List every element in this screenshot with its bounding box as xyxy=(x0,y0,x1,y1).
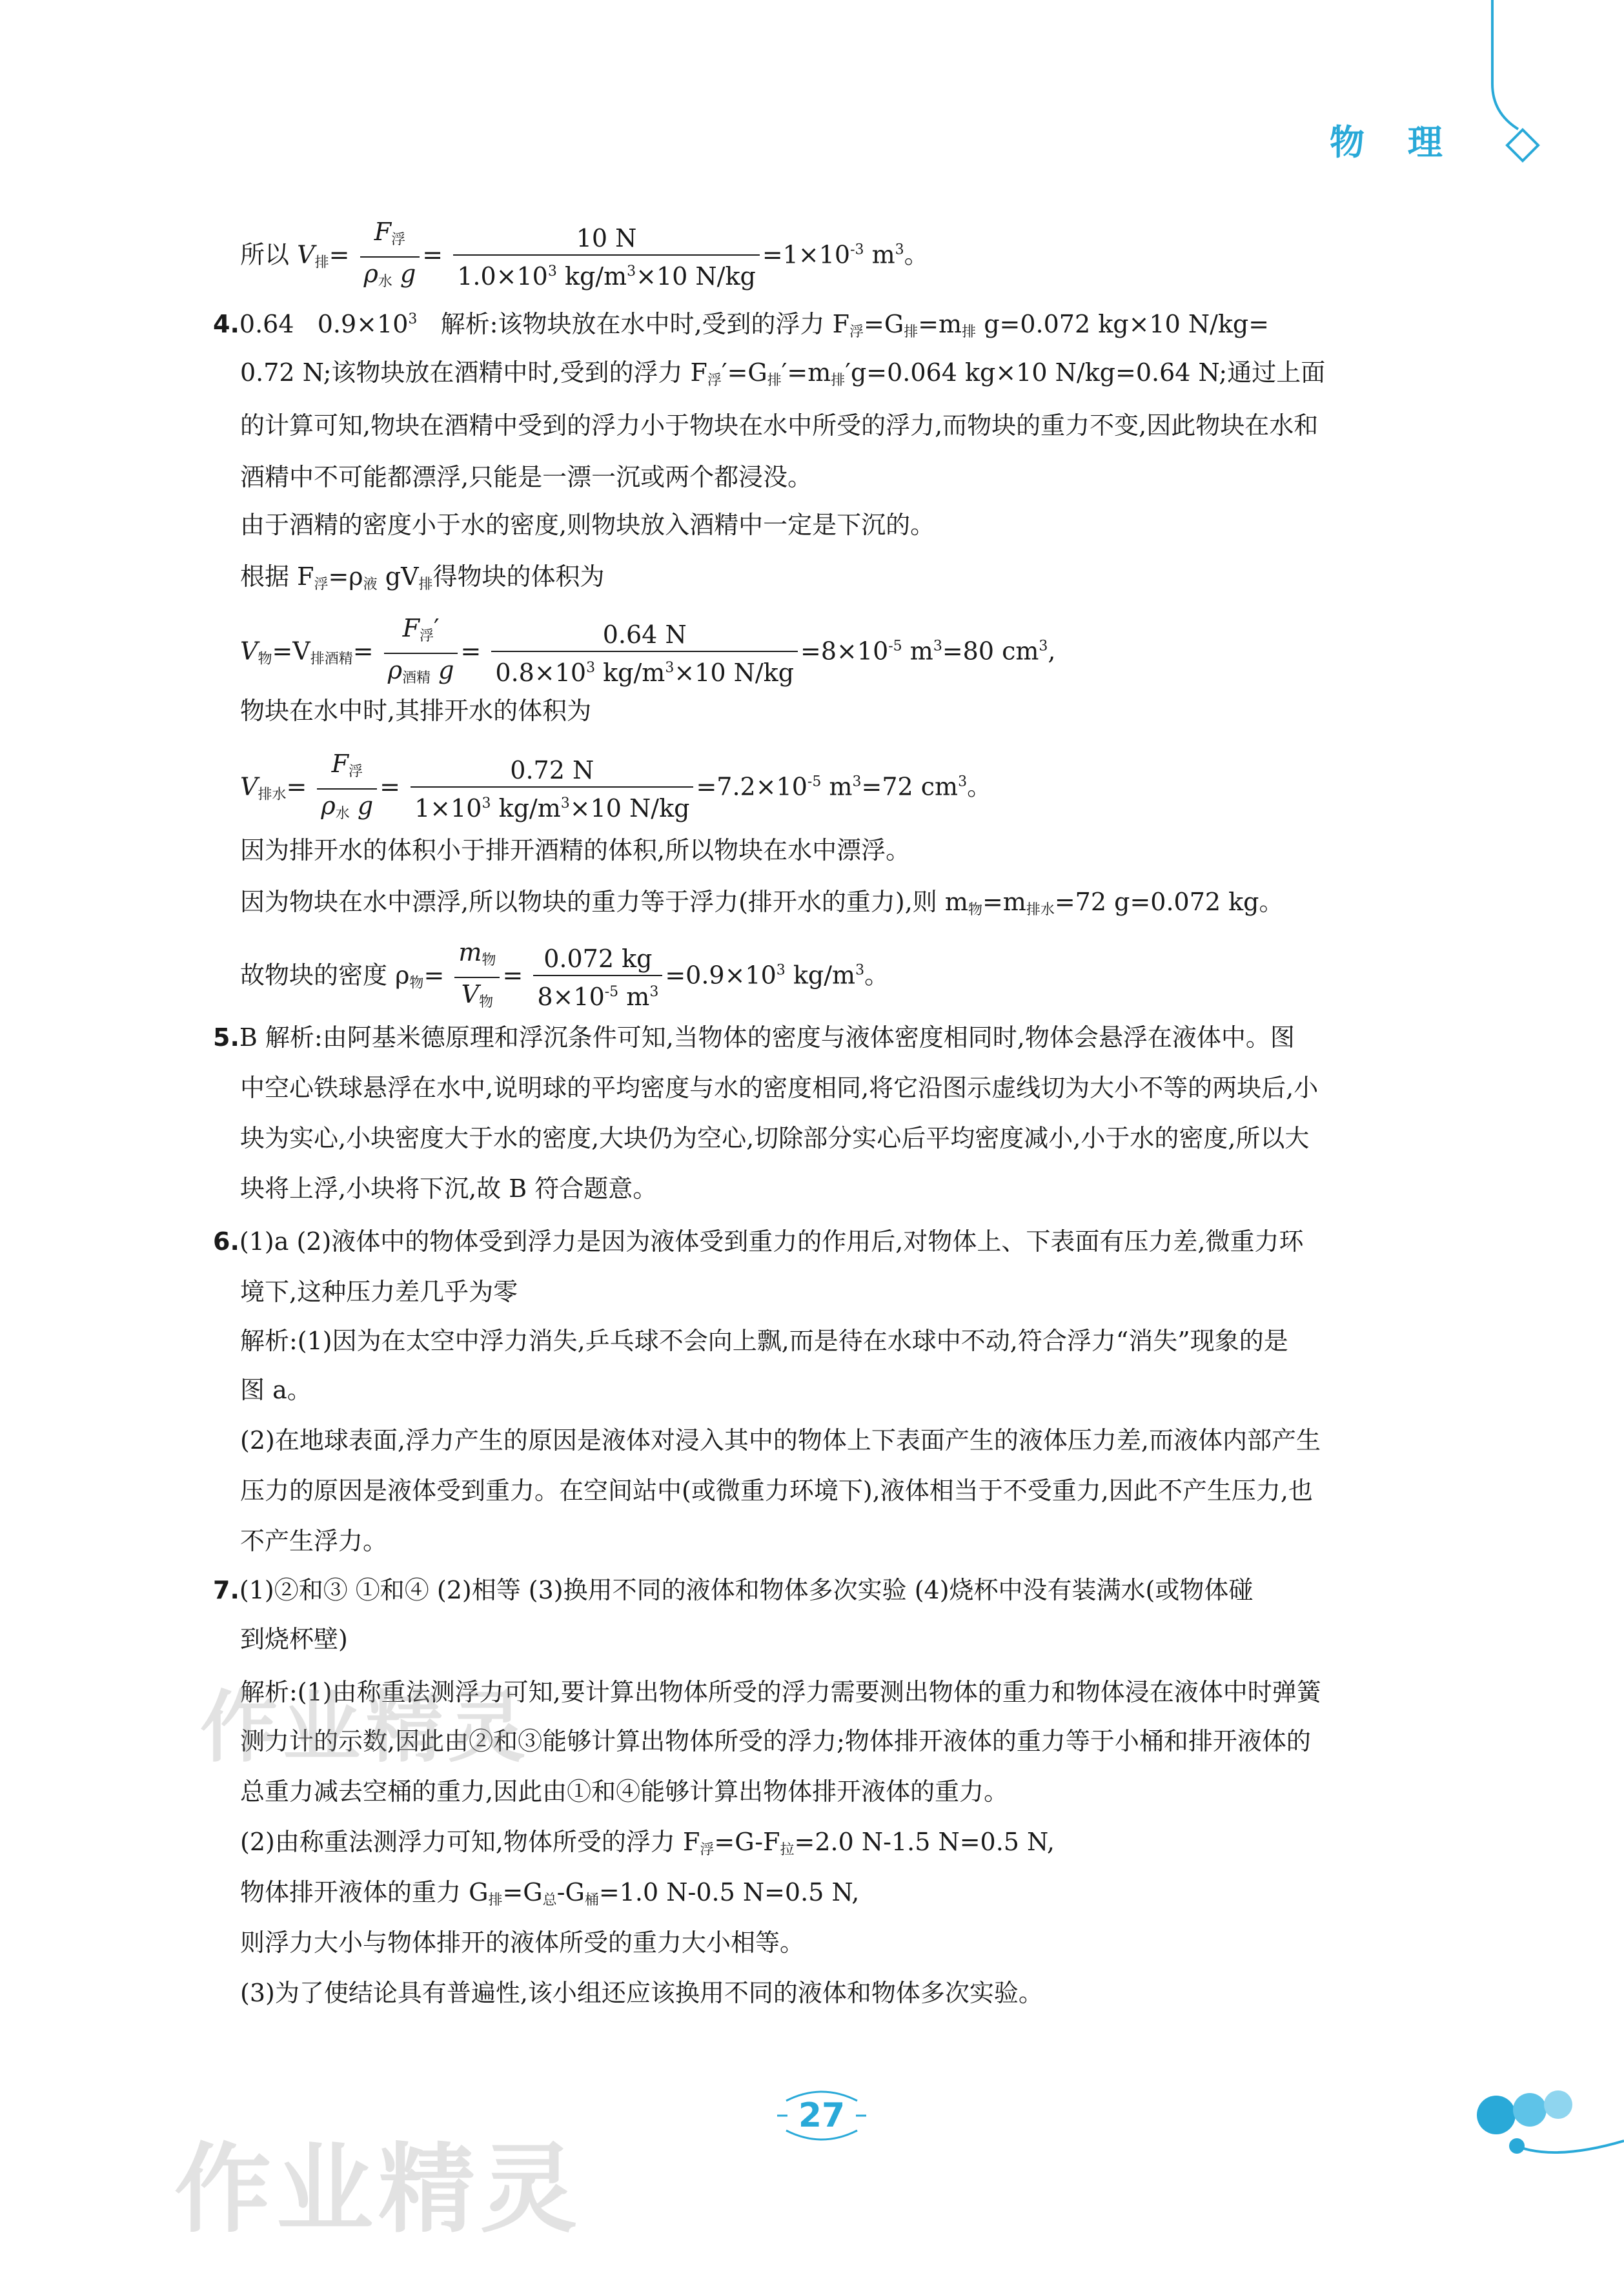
q6-line-1: 6.(1)a (2)液体中的物体受到浮力是因为液体受到重力的作用后,对物体上、下表面有压力差,微重力环 xyxy=(213,1227,1304,1256)
page-number: 27 xyxy=(798,2096,846,2135)
q4-line-2: 0.72 N;该物块放在酒精中时,受到的浮力 $F_浮'=G_排'=m_排'g=0.064$ kg×10 N/kg=0.64 N;通过上面 xyxy=(240,358,1326,389)
q4-line-3: 的计算可知,物块在酒精中受到的浮力小于物块在水中所受的浮力,而物块的重力不变,因此物块在水和 xyxy=(240,411,1319,440)
q6-line-2: 境下,这种压力差几乎为零 xyxy=(240,1278,518,1306)
footer-bubbles-decoration xyxy=(1472,2079,1624,2182)
q7-line-2: 到烧杯壁) xyxy=(240,1625,348,1653)
q4-formula-3: 故物块的密度 $\rho_物=$ $\frac{m_物}{V_物}$ = $\frac{0.072 kg}{8\times 10^{-5} m^3}$ $=0.9\times 10^3$ $kg/m^3$。 xyxy=(240,938,889,1011)
q3-formula: 所以 $V_排=$ $\frac{F_浮}{\rho_水 g}$ = $\frac{10 N}{1.0\times 10^3 kg/m^3\times 10 N/kg}$ $=1\times 10^{-3}$ $m^3$。 xyxy=(240,218,929,291)
q4-line-4: 酒精中不可能都漂浮,只能是一漂一沉或两个都浸没。 xyxy=(240,463,813,491)
subject-title: 物 理 xyxy=(1330,122,1458,163)
page-number-badge xyxy=(773,2087,870,2145)
q7-line-6: (2)由称重法测浮力可知,物体所受的浮力 $F_浮=G-F_拉=2.0$ N-1.5 N=0.5 N, xyxy=(240,1828,1055,1858)
q7-line-3: 解析:(1)由称重法测浮力可知,要计算出物体所受的浮力需要测出物体的重力和物体浸在液体中时弹簧 xyxy=(240,1678,1321,1706)
q7-line-4: 测力计的示数,因此由②和③能够计算出物体所受的浮力;物体排开液体的重力等于小桶和排开液体的 xyxy=(240,1727,1311,1755)
q6-line-7: 不产生浮力。 xyxy=(240,1527,388,1555)
header-decoration xyxy=(1459,0,1624,181)
q4-formula-2: $V_{排水}=$ $\frac{F_浮}{\rho_水 g}$ = $\frac{0.72 N}{1\times 10^3 kg/m^3\times 10 N/kg}$ $=7.2\times 10^{-5}$ $m^3=72$ $cm^3$。 xyxy=(240,750,992,822)
q6-line-5: (2)在地球表面,浮力产生的原因是液体对浸入其中的物体上下表面产生的液体压力差,而液体内部产生 xyxy=(240,1426,1321,1455)
q4-line-9: 因为物块在水中漂浮,所以物块的重力等于浮力(排开水的重力),则 $m_物=m_{排水}=72$ g=0.072 kg。 xyxy=(240,888,1284,918)
q7-line-5: 总重力减去空桶的重力,因此由①和④能够计算出物体排开液体的重力。 xyxy=(240,1777,1009,1806)
q6-line-6: 压力的原因是液体受到重力。在空间站中(或微重力环境下),液体相当于不受重力,因此不产生压力,也 xyxy=(240,1476,1313,1505)
q6-line-4: 图 a。 xyxy=(240,1376,312,1404)
q7-line-1: 7.(1)②和③ ①和④ (2)相等 (3)换用不同的液体和物体多次实验 (4)烧杯中没有装满水(或物体碰 xyxy=(213,1576,1254,1604)
watermark-2: 作业精灵 xyxy=(174,2134,583,2246)
q7-line-8: 则浮力大小与物体排开的液体所受的重力大小相等。 xyxy=(240,1928,805,1957)
q4-formula-1: $V_物=V_{排酒精}=$ $\frac{F_浮'}{\rho_{酒精} g}$ = $\frac{0.64 N}{0.8\times 10^3 kg/m^3\times 10 N/kg}$ $=8\times 10^{-5}$ $m^3=80$ $cm^3$, xyxy=(240,614,1056,687)
watermark-1: 作业精灵 xyxy=(200,1683,531,1773)
q4-line-5: 由于酒精的密度小于水的密度,则物块放入酒精中一定是下沉的。 xyxy=(240,511,935,539)
q6-line-3: 解析:(1)因为在太空中浮力消失,乒乓球不会向上飘,而是待在水球中不动,符合浮力“消失”现象的是 xyxy=(240,1327,1288,1355)
q7-line-9: (3)为了使结论具有普遍性,该小组还应该换用不同的液体和物体多次实验。 xyxy=(240,1979,1043,2007)
q7-line-7: 物体排开液体的重力 $G_排=G_总-G_桶=1.0$ N-0.5 N=0.5 N, xyxy=(240,1878,860,1908)
q5-line-2: 中空心铁球悬浮在水中,说明球的平均密度与水的密度相同,将它沿图示虚线切为大小不等的两块后,小 xyxy=(240,1074,1319,1102)
q4-line-8: 因为排开水的体积小于排开酒精的体积,所以物块在水中漂浮。 xyxy=(240,836,911,864)
q5-line-3: 块为实心,小块密度大于水的密度,大块仍为空心,切除部分实心后平均密度减小,小于水的密度,所以大 xyxy=(240,1124,1310,1152)
q5-line-1: 5.B 解析:由阿基米德原理和浮沉条件可知,当物体的密度与液体密度相同时,物体会悬浮在液体中。图 xyxy=(213,1023,1295,1052)
q4-line-6: 根据 $F_浮=\rho_液$ $gV_排$得物块的体积为 xyxy=(240,562,605,593)
q5-line-4: 块将上浮,小块将下沉,故 B 符合题意。 xyxy=(240,1174,658,1203)
q4-line-1: 4.0.64 $0.9\times 10^3$ 解析:该物块放在水中时,受到的浮力 $F_浮=G_排=m_排$ g=0.072 kg×10 N/kg= xyxy=(213,310,1270,340)
q4-line-7: 物块在水中时,其排开水的体积为 xyxy=(240,697,592,725)
